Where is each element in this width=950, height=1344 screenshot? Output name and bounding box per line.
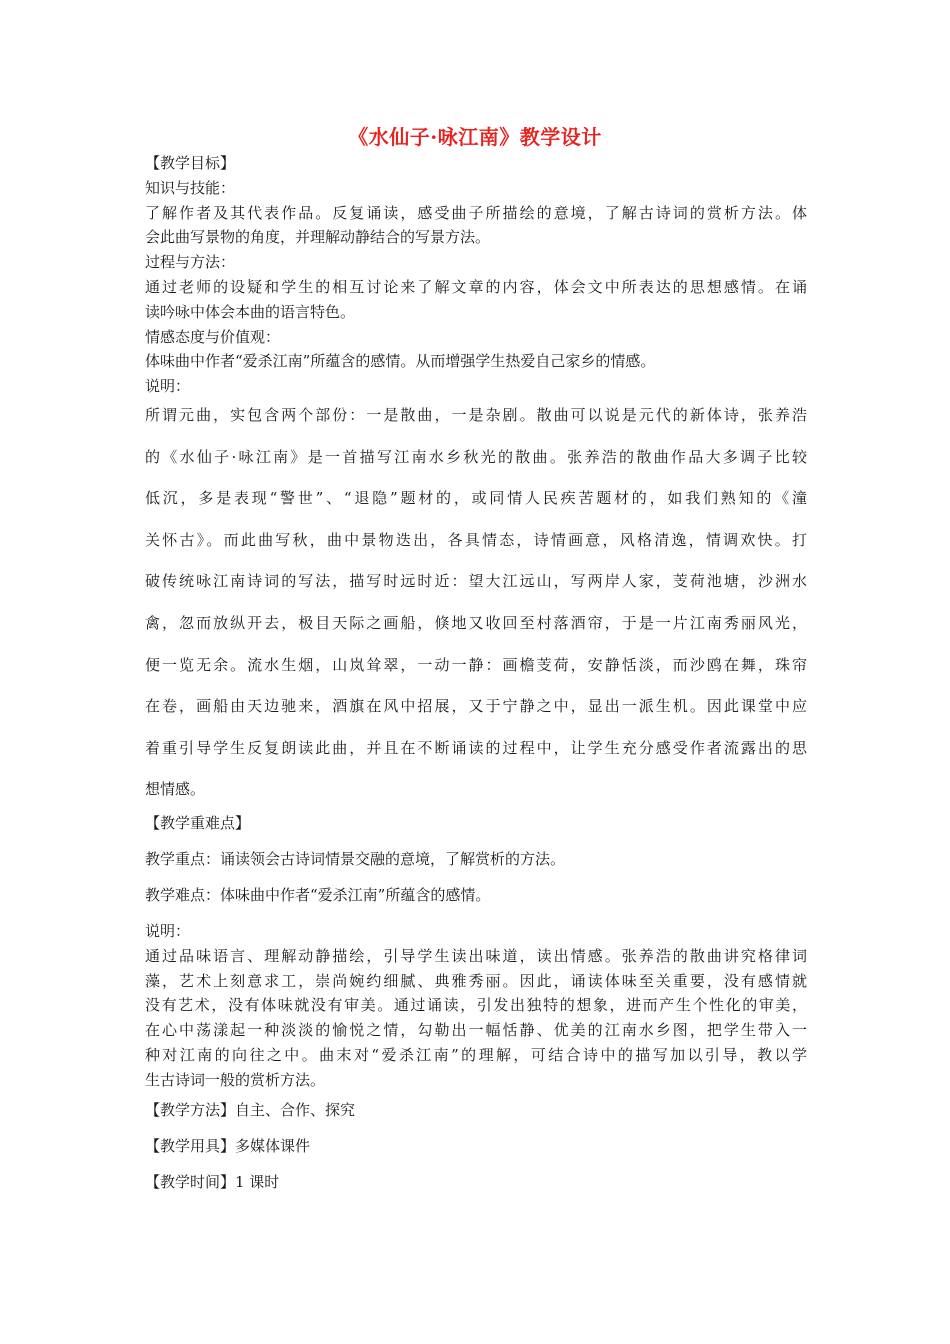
knowledge-line: 了解作者及其代表作品。反复诵读，感受曲子所描绘的意境，了解古诗词的赏析方法。体 xyxy=(145,203,807,222)
label-note: 说明： xyxy=(145,377,191,396)
key-note-line: 种对江南的向往之中。曲末对“爱杀江南”的理解，可结合诗中的描写加以引导，教以学 xyxy=(145,1045,807,1064)
note-paragraph xyxy=(145,395,807,811)
key-note-line: 生古诗词一般的赏析方法。 xyxy=(145,1070,326,1089)
teaching-tools: 【教学用具】多媒体课件 xyxy=(145,1137,311,1156)
note-line: 禽，忽而放纵开去，极目天际之画船，倏地又收回至村落酒帘，于是一片江南秀丽风光， xyxy=(145,613,807,632)
note-line: 低沉，多是表现“警世”、“退隐”题材的，或同情人民疾苦题材的，如我们熟知的《潼 xyxy=(145,489,807,508)
note-line: 想情感。 xyxy=(145,780,206,799)
emotion-line: 体味曲中作者“爱杀江南”所蕴含的感情。从而增强学生热爱自己家乡的情感。 xyxy=(145,352,656,371)
teaching-method: 【教学方法】自主、合作、探究 xyxy=(145,1101,356,1120)
key-note-line: 藻，艺术上刻意求工，崇尚婉约细腻、典雅秀丽。因此，诵读体味至关重要，没有感情就 xyxy=(145,971,807,990)
note-line: 便一览无余。流水生烟，山岚耸翠，一动一静：画檐芰荷，安静恬淡，而沙鸥在舞，珠帘 xyxy=(145,655,807,674)
key-focus: 教学重点：诵读领会古诗词情景交融的意境，了解赏析的方法。 xyxy=(145,849,566,868)
key-note-label: 说明： xyxy=(145,921,191,940)
key-difficulty: 教学难点：体味曲中作者“爱杀江南”所蕴含的感情。 xyxy=(145,885,491,904)
document-body xyxy=(145,151,807,1200)
section-heading-goals: 【教学目标】 xyxy=(145,154,236,172)
section-heading-key-points: 【教学重难点】 xyxy=(145,813,251,832)
label-knowledge: 知识与技能： xyxy=(145,178,236,197)
note-line: 破传统咏江南诗词的写法，描写时远时近：望大江远山，写两岸人家，芰荷池塘，沙洲水 xyxy=(145,572,807,591)
note-line: 关怀古》。而此曲写秋，曲中景物迭出，各具情态，诗情画意，风格清逸，情调欢快。打 xyxy=(145,530,807,549)
label-process: 过程与方法： xyxy=(145,253,236,272)
label-emotion: 情感态度与价值观： xyxy=(145,327,281,346)
note-line: 着重引导学生反复朗读此曲，并且在不断诵读的过程中，让学生充分感受作者流露出的思 xyxy=(145,738,807,757)
key-note-line: 通过品味语言、理解动静描绘，引导学生读出味道，读出情感。张养浩的散曲讲究格律词 xyxy=(145,946,807,965)
process-line: 通过老师的设疑和学生的相互讨论来了解文章的内容，体会文中所表达的思想感情。在诵 xyxy=(145,277,807,296)
teaching-time: 【教学时间】1 课时 xyxy=(145,1173,280,1192)
knowledge-line: 会此曲写景物的角度，并理解动静结合的写景方法。 xyxy=(145,228,491,247)
process-line: 读吟咏中体会本曲的语言特色。 xyxy=(145,302,356,321)
key-note-paragraph xyxy=(145,944,807,1093)
document-title: 《水仙子·咏江南》教学设计 xyxy=(348,125,602,149)
key-note-line: 没有艺术，没有体味就没有审美。通过诵读，引发出独特的想象，进而产生个性化的审美， xyxy=(145,996,807,1015)
note-line: 的《水仙子·咏江南》是一首描写江南水乡秋光的散曲。张养浩的散曲作品大多调子比较 xyxy=(145,447,807,466)
note-line: 在卷，画船由天边驰来，酒旗在风中招展，又于宁静之中，显出一派生机。因此课堂中应 xyxy=(145,697,807,716)
key-note-line: 在心中荡漾起一种淡淡的愉悦之情，勾勒出一幅恬静、优美的江南水乡图，把学生带入一 xyxy=(145,1021,807,1040)
note-line: 所谓元曲，实包含两个部份：一是散曲，一是杂剧。散曲可以说是元代的新体诗，张养浩 xyxy=(145,405,807,424)
